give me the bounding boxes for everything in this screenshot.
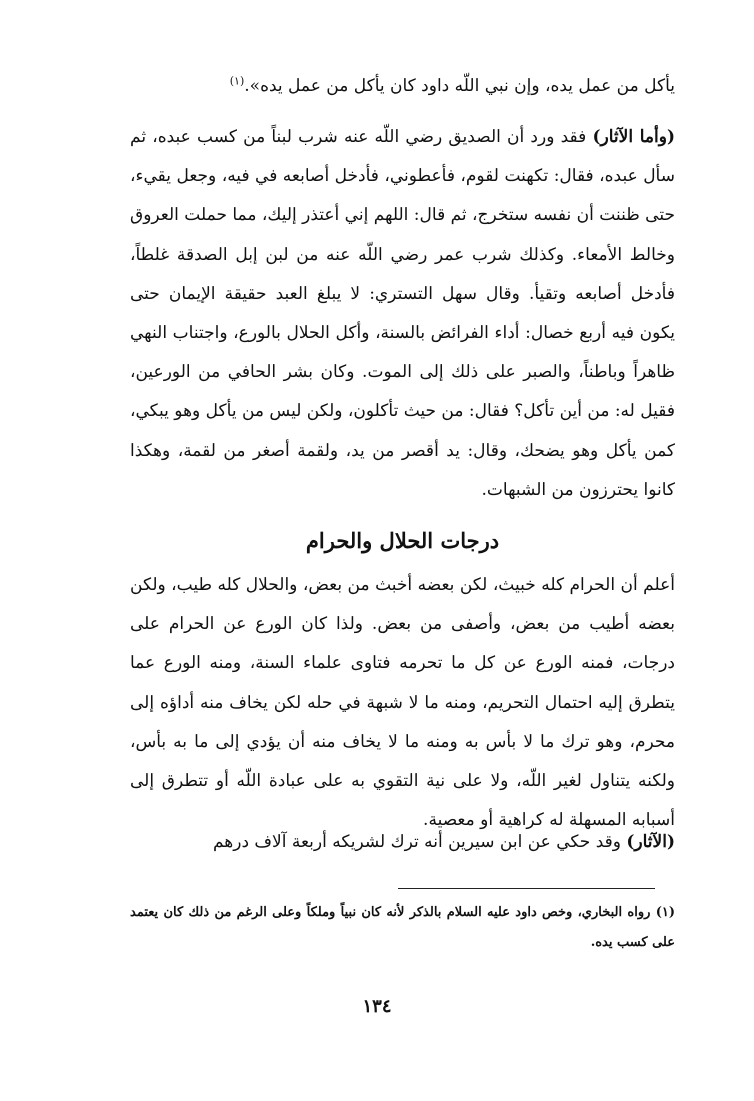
footnote: (١) رواه البخاري، وخص داود عليه السلام بالذكر لأنه كان نبياً وملكاً وعلى الرغم من ذلك كان يعتمد على كسب يده. xyxy=(130,905,675,950)
paragraph-athar-2 xyxy=(130,823,675,862)
paragraph-continuation xyxy=(130,67,675,106)
footnote-divider xyxy=(398,888,655,889)
page-number: ١٣٤ xyxy=(362,996,392,1017)
paragraph-text: وقد حكي عن ابن سيرين أنه ترك لشريكه أربعة آلاف درهم xyxy=(212,832,627,852)
paragraph-degrees xyxy=(130,566,675,840)
paragraph-lead: (الآثار) xyxy=(626,832,675,852)
paragraph-text: فقد ورد أن الصديق رضي اللّه عنه شرب لبناً من كسب عبده، ثم سأل عبده، فقال: تكهنت لقوم، فأعطوني، فأدخل أصابعه في فيه، وجعل يقيء، حتى ظننت أن نفسه ستخرج، ثم قال: اللهم إني أعتذر إليك، مما حملت العروق وخالط الأمعاء. وكذلك شرب عمر رضي اللّه عنه من لبن إبل الصدقة غلطاً، فأدخل أصابعه وتقيأ. وقال سهل التستري: لا يبلغ العبد حقيقة الإيمان حتى يكون فيه أربع خصال: أداء الفرائض بالسنة، وأكل الحلال بالورع، واجتناب النهي ظاهراً وباطناً، والصبر على ذلك إلى الموت. وكان بشر الحافي من الورعين، فقيل له: من أين تأكل؟ فقال: من حيث تأكلون، ولكن ليس من يأكل وهو يبكي، كمن يأكل وهو يضحك، وقال: يد أقصر من يد، ولقمة أصغر من لقمة، وهكذا كانوا يحترزون من الشبهات. xyxy=(130,127,675,500)
section-heading: درجات الحلال والحرام xyxy=(305,528,500,553)
paragraph-text: أعلم أن الحرام كله خبيث، لكن بعضه أخبث من بعض، والحلال كله طيب، ولكن بعضه أطيب من بعض، وأصفى من بعض. ولذا كان الورع عن الحرام على درجات، فمنه الورع عن كل ما تحرمه فتاوى علماء السنة، ومنه الورع عما يتطرق إليه احتمال التحريم، ومنه ما لا شبهة في حله لكن يخاف منه أداؤه إلى محرم، وهو ترك ما لا بأس به ومنه ما لا يخاف منه أن يؤدي إلى ما به بأس، ولكنه يتناول لغير اللّه، ولا على نية التقوي به على عبادة اللّه أو تتطرق إلى أسبابه المسهلة له كراهية أو معصية. xyxy=(130,575,675,831)
footnote-reference: (١) xyxy=(229,74,245,88)
paragraph-athar xyxy=(130,118,675,510)
paragraph-lead: (وأما الآثار) xyxy=(592,127,675,147)
paragraph-text: يأكل من عمل يده، وإن نبي اللّه داود كان يأكل من عمل يده». xyxy=(244,76,675,96)
